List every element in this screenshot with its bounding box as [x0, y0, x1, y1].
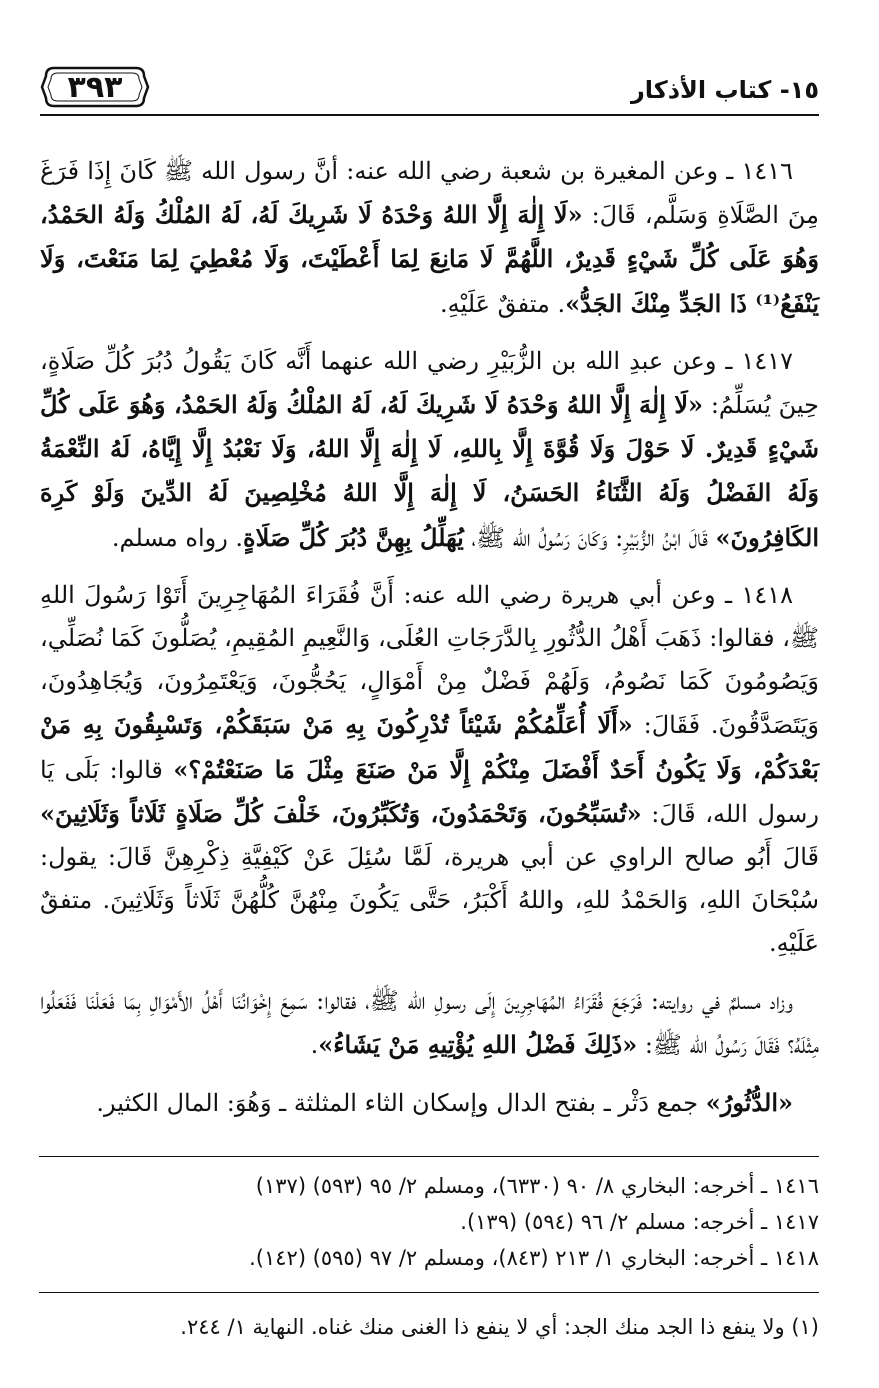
- muslim-addition: [40, 980, 819, 1067]
- gloss-dathur: [40, 1081, 819, 1125]
- hadith-1416: [40, 150, 819, 326]
- hadith-1418: [40, 574, 819, 966]
- muslim-addition-lead: وزاد مسلمٌ في روايته: فَرَجَعَ فُقَرَاءُ المُهَاجِرِينَ إِلَى رسولِ الله ﷺ، فقالوا: سَمِعَ إِخْوَانُنَا أَهْلُ الأَمْوَالِ بِمَا فَعَلْنَا فَفَعَلُوا مِثْلَهُ؟ فَقَالَ رَسُولُ الله ﷺ:: [40, 986, 819, 1059]
- page-number-frame: [40, 64, 150, 110]
- hadith-1417: [40, 340, 819, 560]
- muslim-addition-tail: .: [310, 1030, 319, 1059]
- hadith-1418-quote: «أَلَا أُعَلِّمُكُمْ شَيْئاً تُدْرِكُونَ بِهِ مَنْ سَبَقَكُمْ، وَتَسْبِقُونَ بِهِ مَنْ بَعْدَكُمْ، وَلَا يَكُونُ أَحَدٌ أَفْضَلَ مِنْكُمْ إِلَّا مَنْ صَنَعَ مِثْلَ مَا صَنَعْتُمْ؟»: [40, 710, 819, 784]
- page-number: ٣٩٣: [67, 69, 123, 105]
- hadith-1418-mid: قالوا: بَلَى يَا رسول الله، قَالَ:: [40, 755, 819, 828]
- hadith-1417-quote2: يُهَلِّلُ بِهِنَّ دُبُرَ كُلِّ صَلَاةٍ: [243, 522, 464, 552]
- footnote-rule: [39, 1292, 819, 1293]
- references-rule: [39, 1156, 819, 1157]
- hadith-1418-tail: قَالَ أَبُو صالح الراوي عن أبي هريرة، لَمَّا سُئِلَ عَنْ كَيْفِيَّةِ ذِكْرِهِنَّ قَالَ: يقول: سُبْحَانَ اللهِ، وَالحَمْدُ للهِ، واللهُ أَكْبَرُ، حَتَّى يَكُونَ مِنْهُنَّ كُلُّهُنَّ ثَلَاثاً وَثَلَاثِينَ. متفقٌ عَلَيْهِ.: [40, 843, 819, 958]
- hadith-1416-quote: «لَا إِلٰهَ إِلَّا اللهُ وَحْدَهُ لَا شَرِيكَ لَهُ، لَهُ المُلْكُ وَلَهُ الحَمْدُ، وَهُوَ عَلَى كُلِّ شَيْءٍ قَدِيرٌ، اللَّهُمَّ لَا مَانِعَ لِمَا أَعْطَيْتَ، وَلَا مُعْطِيَ لِمَا مَنَعْتَ، وَلَا يَنْفَعُ⁽¹⁾ ذَا الجَدِّ مِنْكَ الجَدُّ»: [40, 200, 819, 318]
- hadith-1417-mid: قَالَ ابْنُ الزُّبَيْرِ: وَكَانَ رَسُولُ الله ﷺ،: [463, 523, 716, 552]
- hadith-1417-lead: ١٤١٧ ـ وعن عبدِ الله بن الزُّبَيْرِ رضي الله عنهما أَنَّه كَانَ يَقُولُ دُبُرَ كُلِّ صَلَاةٍ، حِينَ يُسَلِّمُ:: [40, 346, 820, 420]
- reference-1417: ١٤١٧ ـ أخرجه: مسلم ٢/ ٩٦ (٥٩٤) (١٣٩).: [460, 1210, 819, 1234]
- hadith-1418-lead: ١٤١٨ ـ وعن أبي هريرة رضي الله عنه: أَنَّ فُقَرَاءَ المُهَاجِرِينَ أَتَوْا رَسُولَ اللهِ ﷺ، فقالوا: ذَهَبَ أَهْلُ الدُّثُورِ بِالدَّرَجَاتِ العُلَى، وَالنَّعِيمِ المُقِيمِ، يُصَلُّونَ كَمَا نُصَلِّي، وَيَصُومُونَ كَمَا نَصُومُ، وَلَهُمْ فَضْلٌ مِنْ أَمْوَالٍ، يَحُجُّونَ، وَيَعْتَمِرُونَ، وَيُجَاهِدُونَ، وَيَتَصَدَّقُونَ. فَقَالَ:: [39, 580, 819, 740]
- reference-1418: ١٤١٨ ـ أخرجه: البخاري ١/ ٢١٣ (٨٤٣)، ومسلم ٢/ ٩٧ (٥٩٥) (١٤٢).: [249, 1246, 819, 1270]
- gloss-term: «الدُّثُورُ»: [705, 1088, 793, 1118]
- reference-1416: ١٤١٦ ـ أخرجه: البخاري ٨/ ٩٠ (٦٣٣٠)، ومسلم ٢/ ٩٥ (٥٩٣) (١٣٧): [255, 1174, 819, 1198]
- header-rule: [40, 114, 819, 116]
- muslim-addition-quote: «ذَلِكَ فَضْلُ اللهِ يُؤْتِيهِ مَنْ يَشَاءُ»: [318, 1029, 638, 1059]
- main-text: [40, 150, 819, 1139]
- footnote: (١) ولا ينفع ذا الجد منك الجد: أي لا ينفع ذا الغنى منك غناه. النهاية ١/ ٢٤٤.: [180, 1315, 819, 1339]
- gloss-text: جمع دَثْر ـ بفتح الدال وإسكان الثاء المثلثة ـ وَهُوَ: المال الكثير.: [96, 1089, 706, 1118]
- hadith-1417-quote: «لَا إِلٰهَ إِلَّا اللهُ وَحْدَهُ لَا شَرِيكَ لَهُ، لَهُ المُلْكُ وَلَهُ الحَمْدُ، وَهُوَ عَلَى كُلِّ شَيْءٍ قَدِيرٌ. لَا حَوْلَ وَلَا قُوَّةَ إِلَّا بِاللهِ، لَا إِلٰهَ إِلَّا اللهُ، وَلَا نَعْبُدُ إِلَّا إِيَّاهُ، لَهُ النِّعْمَةُ وَلَهُ الفَضْلُ وَلَهُ الثَّنَاءُ الحَسَنُ، لَا إِلٰهَ إِلَّا اللهُ مُخْلِصِينَ لَهُ الدِّينَ وَلَوْ كَرِهَ الكَافِرُونَ»: [40, 390, 820, 552]
- page-header: [40, 58, 819, 110]
- hadith-1417-tail: . رواه مسلم.: [111, 523, 244, 552]
- hadith-1418-quote2: «تُسَبِّحُونَ، وَتَحْمَدُونَ، وَتُكَبِّرُونَ، خَلْفَ كُلِّ صَلَاةٍ ثَلَاثاً وَثَلَاثِينَ»: [40, 798, 642, 828]
- references: [40, 1168, 819, 1276]
- hadith-1416-lead: ١٤١٦ ـ وعن المغيرة بن شعبة رضي الله عنه: أنَّ رسول الله ﷺ كَانَ إِذَا فَرَغَ مِنَ الصَّلَاةِ وَسَلَّم، قَالَ:: [40, 157, 819, 230]
- hadith-1416-tail: . متفقٌ عَلَيْهِ.: [439, 289, 566, 318]
- chapter-title: ١٥- كتاب الأذكار: [630, 76, 819, 104]
